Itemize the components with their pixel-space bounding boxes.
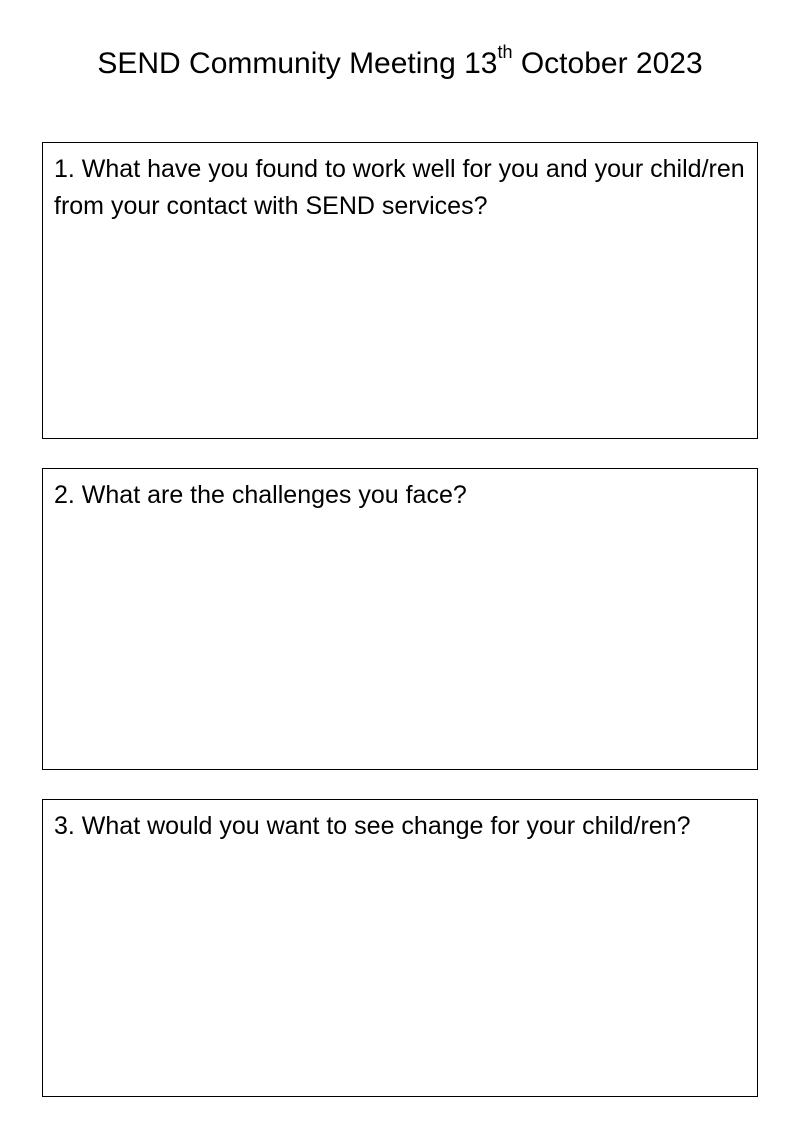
- page-title: [0, 44, 800, 84]
- question-1-text: 1. What have you found to work well for you and your child/ren from your contact with SEND services?: [54, 155, 745, 220]
- question-box-2[interactable]: [42, 468, 758, 770]
- question-2-text: 2. What are the challenges you face?: [54, 481, 467, 509]
- title-ordinal-suffix: th: [497, 42, 513, 62]
- title-text: SEND Community Meeting 13: [97, 47, 498, 80]
- question-box-1[interactable]: [42, 142, 758, 439]
- question-3-text: 3. What would you want to see change for your child/ren?: [54, 812, 691, 840]
- title-date-text: October 2023: [512, 47, 703, 80]
- question-box-3[interactable]: [42, 799, 758, 1097]
